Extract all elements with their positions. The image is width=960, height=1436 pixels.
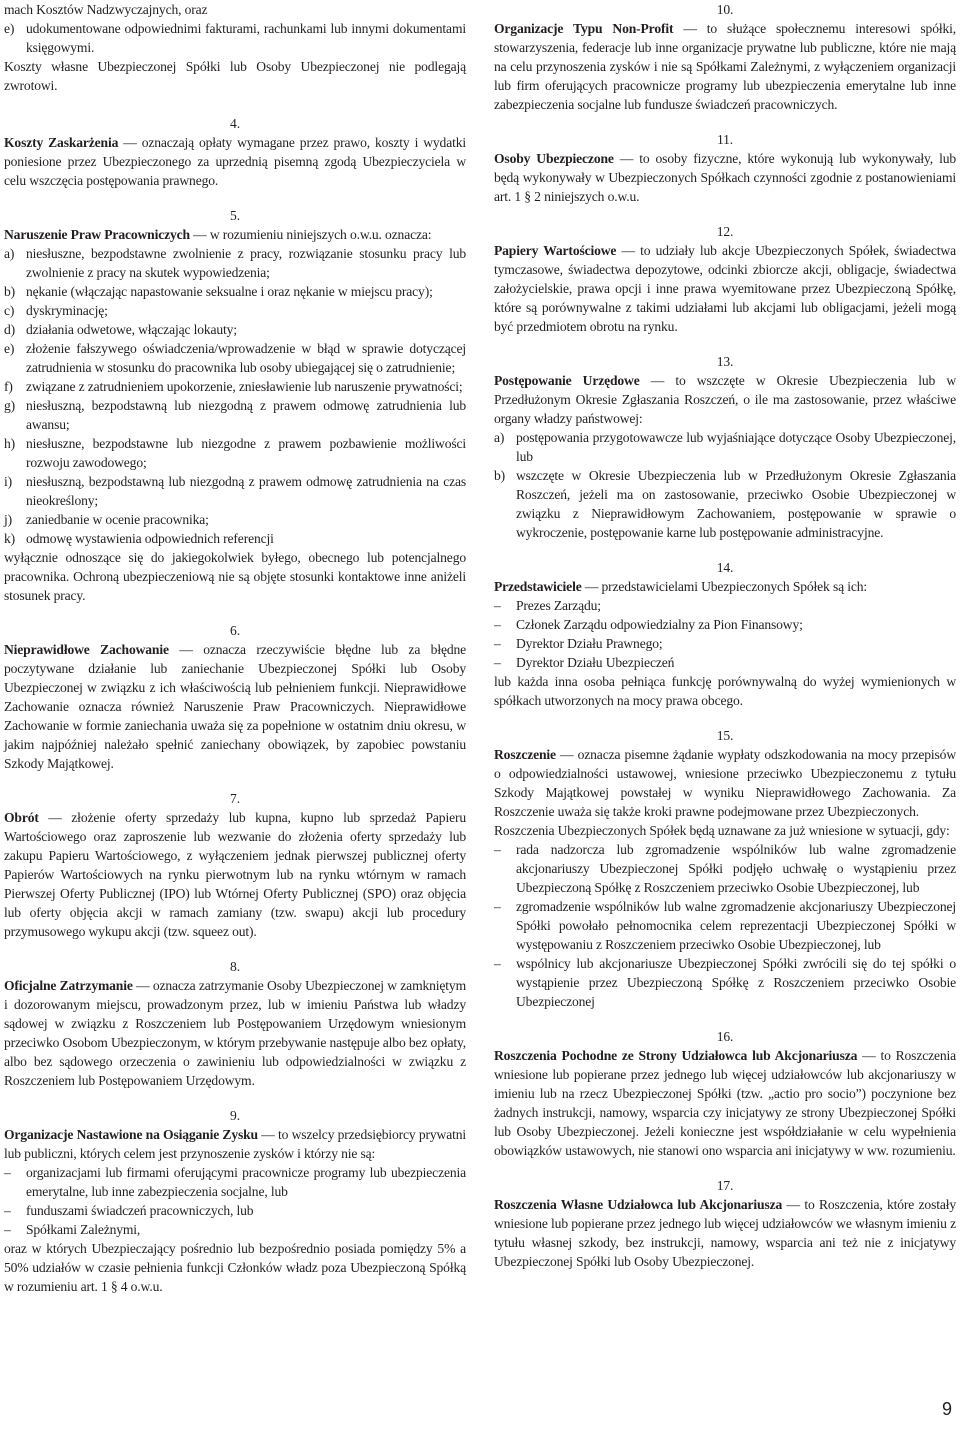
item-label: j) [4,512,13,527]
dash-bullet: – [494,655,501,670]
list-item: h) niesłuszne, bezpodstawne lub niezgodne z prawem pozbawienie możliwości rozwoju zawodowego; [4,436,466,470]
section-number: 6. [230,623,240,638]
page-number: 9 [941,1399,952,1419]
definition: Obrót — złożenie oferty sprzedaży lub kupna, kupno lub sprzedaż Papieru Wartościowego oraz zaproszenie lub wezwanie do złożenia oferty sprzedaży lub zakupu Papieru Wartościowego, z wyłączeniem jednak pierwszej publicznej oferty Papierów Wartościowych na rynku pierwotnym lub na rynku wtórnym w ramach Pierwszej Oferty Publicznej (IPO) lub Wtórnej Oferty Publicznej (SPO) oraz objęcia lub oferty objęcia akcji w ramach zamiany (tzw. swapu) akcji lub procedury przymusowego wykupu akcji (tzw. squeez out). [4,810,466,939]
term: Organizacje Nastawione na Osiąganie Zysku [4,1127,258,1142]
term: Obrót [4,810,39,825]
dash-list-item: – funduszami świadczeń pracowniczych, lub [4,1203,254,1218]
term: Papiery Wartościowe [494,243,617,258]
section-number: 17. [716,1178,734,1193]
section-16 [494,1027,956,1160]
dash-list-item: – rada nadzorcza lub zgromadzenie wspólników lub walne zgromadzenie akcjonariuszy Ubezpieczonej Spółki podjęło uchwałę o wystąpieniu przez Ubezpieczoną Spółkę z Roszczeniem przeciwko Osobie Ubezpieczonej, lub [494,842,956,895]
item-label: b) [4,284,16,299]
definition: Postępowanie Urzędowe — to wszczęte w Okresie Ubezpieczenia lub w Przedłużonym Okresie Zgłaszania Roszczeń, o ile ma zastosowanie, przez właściwe organy władzy państwowej: [494,373,956,426]
section-number: 16. [716,1029,734,1044]
section-paragraph: Roszczenia Ubezpieczonych Spółek będą uznawane za już wniesione w sytuacji, gdy: [494,823,950,838]
section-12 [494,222,956,336]
definition: Przedstawiciele — przedstawicielami Ubezpieczonych Spółek są ich: [494,579,867,594]
list-item: g) niesłuszną, bezpodstawną lub niezgodną z prawem odmowę zatrudnienia lub awansu; [4,398,466,432]
term: Roszczenie [494,747,556,762]
dash-list [494,840,956,1011]
list-item: i) niesłuszną, bezpodstawną lub niezgodną z prawem odmowę zatrudnienia na czas nieokreślony; [4,474,466,508]
dash-bullet: – [4,1222,11,1237]
intro-line: mach Kosztów Nadzwyczajnych, oraz [4,2,208,17]
term: Oficjalne Zatrzymanie [4,978,133,993]
section-number: 7. [230,791,240,806]
item-label: a) [4,246,15,261]
section-11 [494,130,956,206]
section-17 [494,1176,956,1271]
definition: Organizacje Nastawione na Osiąganie Zysku — to wszelcy przedsiębiorcy prywatni lub publiczni, których celem jest przynoszenie zysków i którzy nie są: [4,1127,467,1161]
dash-bullet: – [494,636,501,651]
section-15 [494,726,956,1011]
list-item: j) zaniedbanie w ocenie pracownika; [4,512,209,527]
dash-list-item: – Prezes Zarządu; [494,598,601,613]
section-tail: oraz w których Ubezpieczający pośrednio lub bezpośrednio posiada pomiędzy 5% a 50% udziałów w czasie pełnienia funkcji Członków władz poza Ubezpieczoną Spółką w rozumieniu art. 1 § 4 o.w.u. [4,1241,466,1294]
definition: Organizacje Typu Non-Profit — to służące społecznemu interesowi spółki, stowarzyszenia, federacje lub inne organizacje prywatne lub publiczne, które nie mają na celu przynoszenia zysków i nie są Spółkami Zależnymi, z wyłączeniem organizacji lub firm oferujących pracownicze programy lub ubezpieczenia emerytalne lub inne zabezpieczenia socjalne lub fundusze świadczeń pracowniczych. [494,21,957,112]
section-14 [494,558,956,710]
list-item: a) postępowania przygotowawcze lub wyjaśniające dotyczące Osoby Ubezpieczonej, lub [494,430,956,464]
section-number: 4. [230,116,240,131]
definition: Naruszenie Praw Pracowniczych — w rozumieniu niniejszych o.w.u. oznacza: [4,227,432,242]
term: Roszczenia Własne Udziałowca lub Akcjonariusza [494,1197,783,1212]
item-label: k) [4,531,16,546]
item-list [494,428,956,542]
dash-list [4,1163,466,1239]
dash-bullet: – [494,956,501,971]
term: Postępowanie Urzędowe [494,373,640,388]
item-list [4,244,466,548]
section-7 [4,789,466,941]
item-label: d) [4,322,16,337]
definition: Oficjalne Zatrzymanie — oznacza zatrzymanie Osoby Ubezpieczonej w zamkniętym i dozorowanym miejscu, prowadzonym przez, lub w imieniu Państwa lub władzy sądowej w związku z Roszczeniem lub Postępowaniem Urzędowym wniesionym przeciwko Osobom Ubezpieczonym, w którym przebywanie następuje albo bez opłaty, albo bez sądowego orzeczenia o zawinieniu lub odpowiedzialności w związku z Roszczeniem lub Postępowaniem Urzędowym. [4,978,466,1088]
section-number: 8. [230,959,240,974]
section-number: 10. [716,2,734,17]
item-label: b) [494,468,506,483]
list-item: a) niesłuszne, bezpodstawne zwolnienie z pracy, rozwiązanie stosunku pracy lub zwolnienie z pracy na skutek wypowiedzenia; [4,246,466,280]
section-6 [4,621,466,773]
list-item: b) wszczęte w Okresie Ubezpieczenia lub w Przedłużonym Okresie Zgłaszania Roszczeń, jeżeli ma on zastosowanie, przeciwko Osobie Ubezpieczonej w związku z Nieprawidłowym Zachowaniem, postępowanie w sprawie o wykroczenie, postępowanie karne lub postępowanie administracyjne. [494,468,956,540]
definition: Roszczenia Pochodne ze Strony Udziałowca lub Akcjonariusza — to Roszczenia wniesione lub popierane przez jednego lub więcej udziałowców lub akcjonariuszy w imieniu lub na rzecz Ubezpieczonej Spółki (tzw. „actio pro socio”) poczynione bez żadnych instrukcji, namowy, wsparcia czy inicjatywy ze strony Ubezpieczonej Spółki lub Osoby Ubezpieczonej. Jeżeli konieczne jest współdziałanie w celu wypełnienia obowiązków ustawowych, nie stanowi ono wsparcia ani inicjatywy w ww. rozumieniu. [494,1048,957,1158]
definition: Papiery Wartościowe — to udziały lub akcje Ubezpieczonych Spółek, świadectwa tymczasowe, świadectwa depozytowe, odcinki zbiorcze akcji, obligacje, świadectwa założycielskie, prawa opcji i inne prawa wyemitowane przez Ubezpieczoną Spółkę, które są porównywalne z takimi udziałami lub akcjami lub obligacjami, jeżeli mogą być przedmiotem obrotu na rynku. [494,243,956,334]
definition: Osoby Ubezpieczone — to osoby fizyczne, które wykonują lub wykonywały, lub będą wykonywały w Ubezpieczonych Spółkach czynności zgodnie z postanowieniami art. 1 § 2 niniejszych o.w.u. [494,151,956,204]
item-label: e) [4,341,15,356]
section-tail: wyłącznie odnoszące się do jakiegokolwiek byłego, obecnego lub potencjalnego pracownika. Ochroną ubezpieczeniową nie są objęte stosunki kontaktowe inne aniżeli stosunek pracy. [4,550,466,603]
list-item: e) udokumentowane odpowiednimi fakturami, rachunkami lub innymi dokumentami księgowymi. [4,21,466,55]
dash-bullet: – [4,1203,11,1218]
dash-bullet: – [4,1165,11,1180]
section-number: 5. [230,208,240,223]
section-number: 15. [716,728,734,743]
dash-bullet: – [494,899,501,914]
dash-bullet: – [494,617,501,632]
dash-list [494,596,956,672]
list-item: k) odmowę wystawienia odpowiednich referencji [4,531,274,546]
list-item: c) dyskryminację; [4,303,108,318]
section-8 [4,957,466,1090]
dash-list-item: – Spółkami Zależnymi, [4,1222,141,1237]
section-number: 13. [716,354,734,369]
right-column [494,0,956,1271]
intro-tail: Koszty własne Ubezpieczonej Spółki lub Osoby Ubezpieczonej nie podlegają zwrotowi. [4,59,466,93]
dash-list-item: – wspólnicy lub akcjonariusze Ubezpieczonej Spółki zwrócili się do tej spółki o wystąpienie przez Ubezpieczoną Spółkę z Roszczeniem przeciwko Osobie Ubezpieczonej [494,956,956,1009]
definition: Roszczenie — oznacza pisemne żądanie wypłaty odszkodowania na mocy przepisów o odpowiedzialności ustawowej, wniesione przeciwko Ubezpieczonemu z tytułu Szkody Majątkowej powstałej w wyniku Nieprawidłowego Zachowania. Za Roszczenie uważa się także kroki prawne podejmowane przez Ubezpieczonych. [494,747,956,819]
item-label: g) [4,398,16,413]
section-10 [494,0,956,114]
dash-list-item: – Dyrektor Działu Prawnego; [494,636,663,651]
dash-list-item: – Członek Zarządu odpowiedzialny za Pion Finansowy; [494,617,803,632]
list-item: b) nękanie (włączając napastowanie seksualne i oraz nękanie w miejscu pracy); [4,284,433,299]
section-tail: lub każda inna osoba pełniąca funkcję porównywalną do wyżej wymienionych w spółkach utworzonych na mocy prawa obcego. [494,674,956,708]
section-number: 14. [716,560,734,575]
list-item: e) złożenie fałszywego oświadczenia/wprowadzenie w błąd w sprawie dotyczącej zatrudnienia w stosunku do pracownika lub osoby ubiegającej się o zatrudnienie; [4,341,466,375]
definition: Koszty Zaskarżenia — oznaczają opłaty wymagane przez prawo, koszty i wydatki poniesione przez Ubezpieczonego za uprzednią pisemną zgodą Ubezpieczyciela w celu wszczęcia postępowania prawnego. [4,135,466,188]
list-item: d) działania odwetowe, włączając lokauty; [4,322,237,337]
item-label: h) [4,436,16,451]
left-column [4,0,466,1296]
dash-bullet: – [494,598,501,613]
term: Organizacje Typu Non-Profit [494,21,674,36]
dash-list-item: – zgromadzenie wspólników lub walne zgromadzenie akcjonariuszy Ubezpieczonej Spółki powołało pełnomocnika celem reprezentacji Ubezpieczonej Spółki w występowaniu z Roszczeniem przeciwko Osobie Ubezpieczonej, lub [494,899,956,952]
section-number: 9. [230,1108,240,1123]
section-5 [4,206,466,605]
term: Koszty Zaskarżenia [4,135,119,150]
section-4 [4,114,466,190]
term: Roszczenia Pochodne ze Strony Udziałowca lub Akcjonariusza [494,1048,858,1063]
term: Nieprawidłowe Zachowanie [4,642,169,657]
item-label: a) [494,430,505,445]
section-9 [4,1106,466,1296]
item-label: f) [4,379,13,394]
definition: Nieprawidłowe Zachowanie — oznacza rzeczywiście błędne lub za błędne poczytywane działanie lub zaniechanie Ubezpieczonej Spółki lub Osoby Ubezpieczonej w związku z ich właściwością lub pełnieniem funkcji. Nieprawidłowe Zachowanie oznacza również Naruszenie Praw Pracowniczych. Nieprawidłowe Zachowanie w formie zaniechania uważa się za popełnione w ostatnim dniu okresu, w jakim najpóźniej należało spełnić zaniechany obowiązek, by zapobiec powstaniu Szkody Majątkowej. [4,642,467,771]
definition: Roszczenia Własne Udziałowca lub Akcjonariusza — to Roszczenia, które zostały wniesione lub popierane przez jednego lub więcej udziałowców we własnym imieniu z tytułu własnej szkody, bez instrukcji, namowy, wsparcia ani też nie z inicjatywy Ubezpieczonej Spółki lub Osoby Ubezpieczonej. [494,1197,956,1269]
term: Przedstawiciele [494,579,582,594]
dash-list-item: – organizacjami lub firmami oferującymi pracownicze programy lub ubezpieczenia emerytalne, lub inne zabezpieczenia socjalne, lub [4,1165,466,1199]
section-number: 11. [716,132,734,147]
intro-continuation [4,0,466,95]
item-label: i) [4,474,13,489]
section-number: 12. [716,224,734,239]
dash-list-item: – Dyrektor Działu Ubezpieczeń [494,655,675,670]
term: Naruszenie Praw Pracowniczych [4,227,190,242]
dash-bullet: – [494,842,501,857]
list-item: f) związane z zatrudnieniem upokorzenie, zniesławienie lub naruszenie prywatności; [4,379,463,394]
section-13 [494,352,956,542]
term: Osoby Ubezpieczone [494,151,614,166]
item-label: c) [4,303,15,318]
